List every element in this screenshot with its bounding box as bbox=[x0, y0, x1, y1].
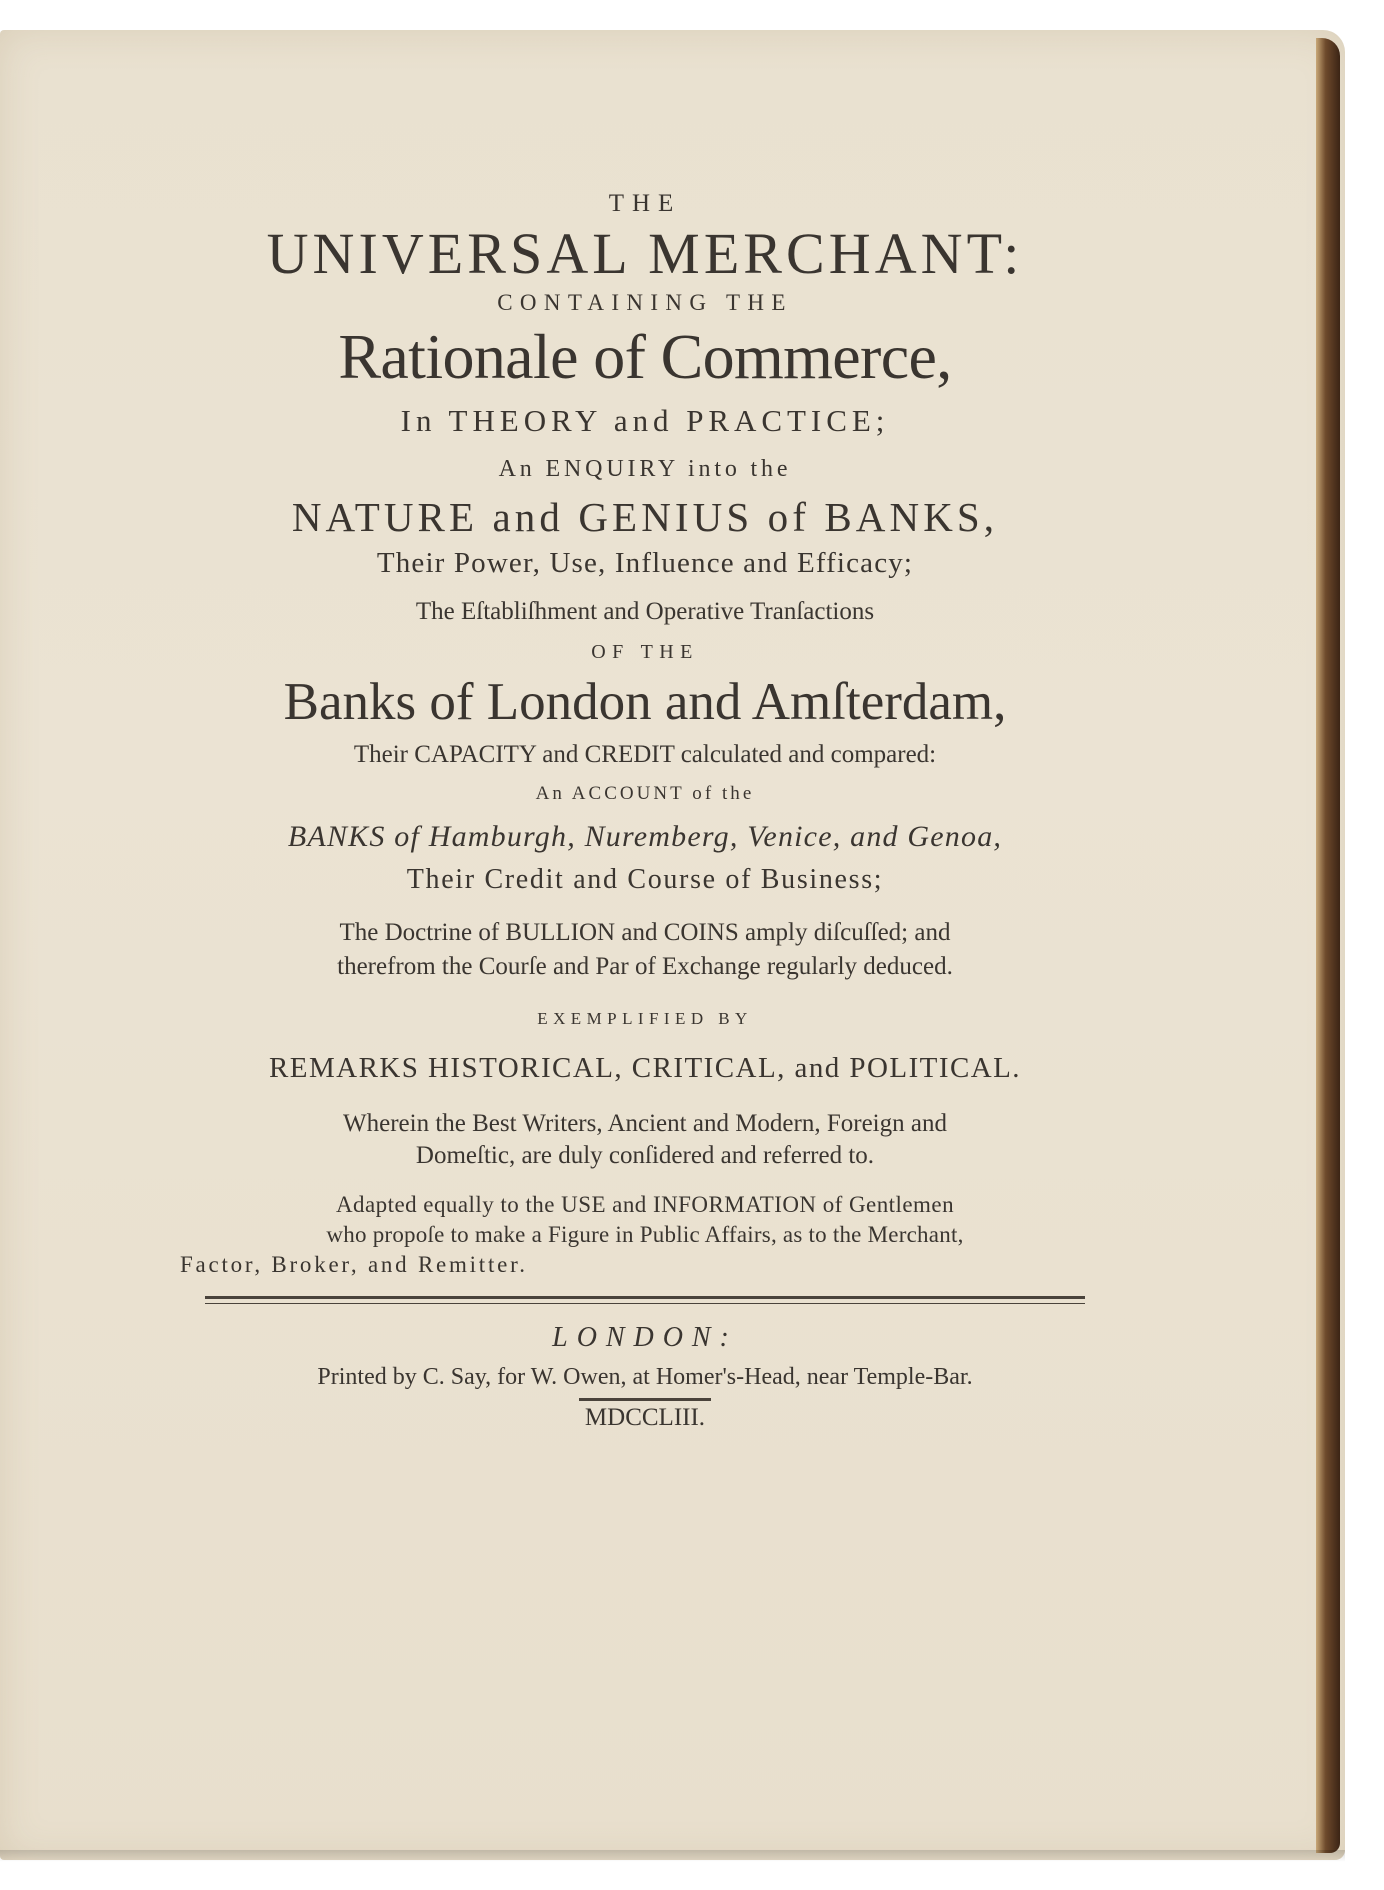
of-the-line: OF THE bbox=[591, 641, 699, 663]
book-edge bbox=[1316, 38, 1340, 1853]
theory-line: In THEORY and PRACTICE; bbox=[400, 403, 890, 438]
the-heading: THE bbox=[608, 190, 682, 217]
adapted-line-1: Adapted equally to the USE and INFORMATION of Gentlemen bbox=[335, 1192, 955, 1217]
wherein-line-1: Wherein the Best Writers, Ancient and Modern, Foreign and bbox=[343, 1110, 947, 1137]
imprint-year: MDCCLIII. bbox=[584, 1404, 706, 1431]
rationale-line: Rationale of Commerce, bbox=[338, 321, 952, 392]
power-line: Their Power, Use, Influence and Efficacy; bbox=[376, 547, 914, 579]
double-rule bbox=[205, 1296, 1085, 1304]
doctrine-line-1: The Doctrine of BULLION and COINS amply diſcuſſed; and bbox=[339, 919, 951, 946]
banks-cities-line: BANKS of Hamburgh, Nuremberg, Venice, and Genoa, bbox=[287, 820, 1003, 853]
enquiry-line: An ENQUIRY into the bbox=[498, 456, 792, 482]
adapted-line-3: Factor, Broker, and Remitter. bbox=[180, 1252, 528, 1277]
adapted-line-2: who propoſe to make a Figure in Public Affairs, as to the Merchant, bbox=[326, 1222, 964, 1247]
establishment-line: The Eſtabliſhment and Operative Tranſactions bbox=[415, 598, 875, 625]
title-page-text bbox=[170, 190, 1120, 1435]
imprint-printer: Printed by C. Say, for W. Owen, at Homer's-Head, near Temple-Bar. bbox=[317, 1364, 973, 1390]
imprint-city: LONDON: bbox=[552, 1322, 738, 1353]
nature-line: NATURE and GENIUS of BANKS, bbox=[291, 494, 999, 540]
page-shadow bbox=[0, 1850, 1345, 1862]
remarks-line: REMARKS HISTORICAL, CRITICAL, and POLITICAL. bbox=[268, 1052, 1021, 1084]
doctrine-line-2: therefrom the Courſe and Par of Exchange regularly deduced. bbox=[337, 953, 953, 980]
exemplified-line: EXEMPLIFIED BY bbox=[537, 1009, 753, 1028]
main-title: UNIVERSAL MERCHANT: bbox=[266, 221, 1024, 286]
containing-line: CONTAINING THE bbox=[497, 290, 793, 315]
wherein-line-2: Domeſtic, are duly conſidered and referred to. bbox=[415, 1142, 875, 1169]
banks-london-line: Banks of London and Amſterdam, bbox=[283, 673, 1007, 731]
credit-line: Their Credit and Course of Business; bbox=[406, 864, 884, 895]
capacity-line: Their CAPACITY and CREDIT calculated and compared: bbox=[353, 741, 937, 768]
rule-thin bbox=[205, 1303, 1085, 1304]
account-line: An ACCOUNT of the bbox=[535, 783, 755, 804]
rule-thick bbox=[205, 1296, 1085, 1299]
